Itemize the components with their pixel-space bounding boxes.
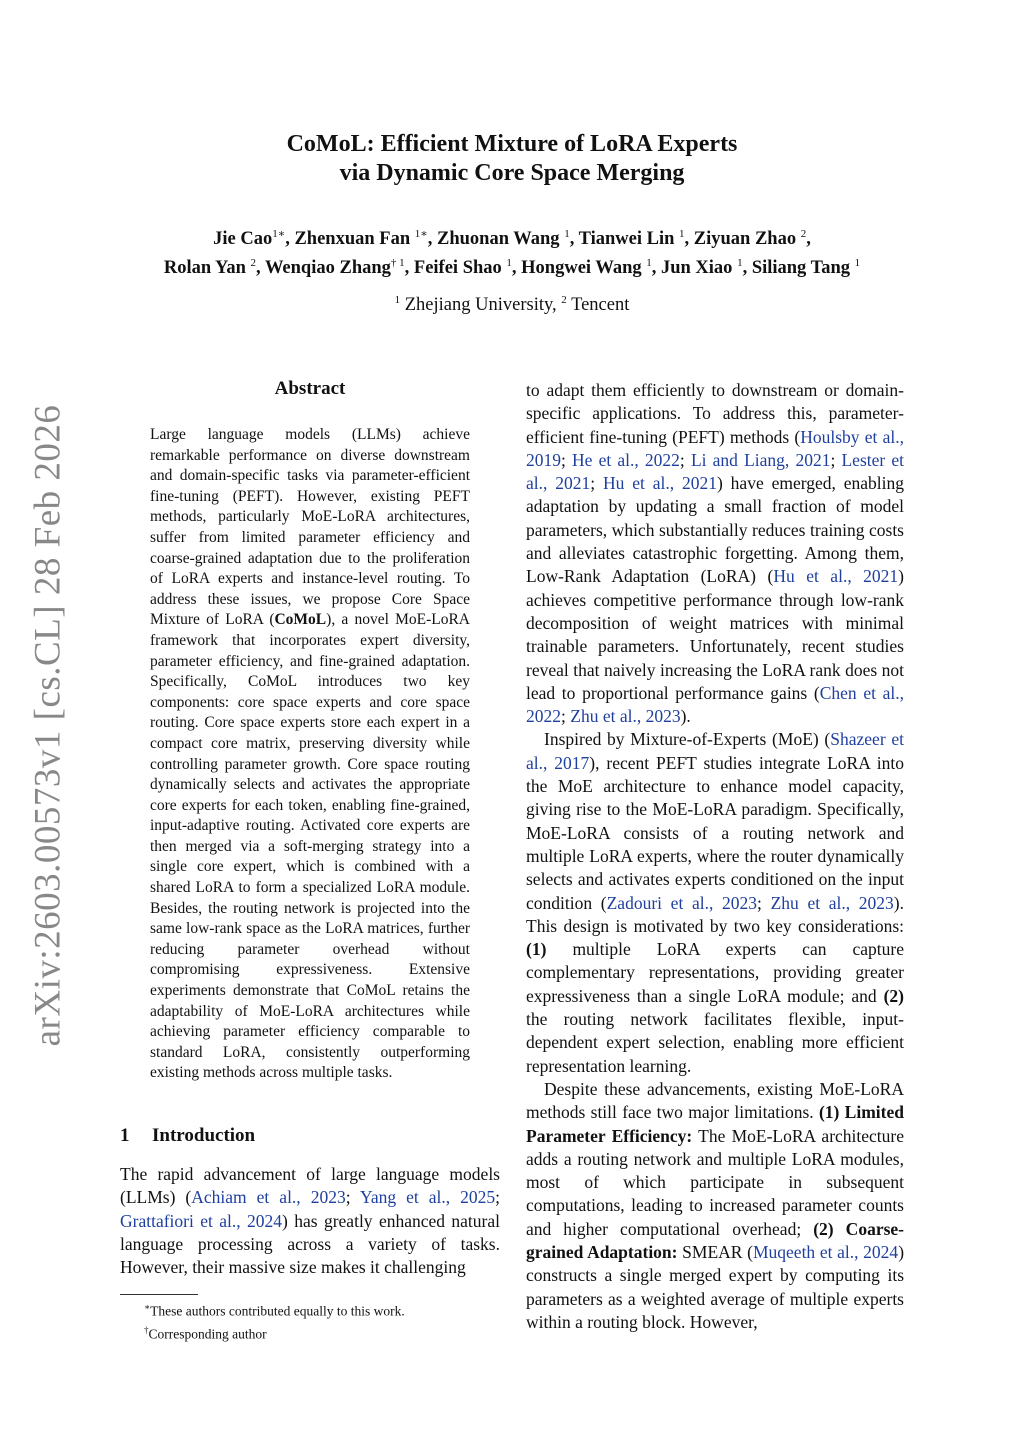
citation-link[interactable]: Muqeeth et al., 2024: [752, 1241, 899, 1262]
author-line-1: Jie Cao$^{1∗}$, Zhenxuan Fan $^{1∗}$, Zhuonan Wang $^1$, Tianwei Lin $^1$, Ziyuan Zhao $^2$,: [213, 228, 811, 250]
affil-mark: 1: [394, 294, 401, 306]
body-text: ;: [345, 1187, 360, 1208]
author-affil-mark: 2: [800, 228, 807, 240]
footnote: [144, 1321, 504, 1344]
author-name: Jie Cao: [213, 229, 273, 250]
section-title: Introduction: [152, 1125, 256, 1146]
author-affil-mark: 2: [250, 257, 257, 270]
body-text: ;: [679, 449, 691, 470]
author-affil-mark: 1: [564, 228, 570, 240]
body-text: ;: [561, 706, 571, 727]
body-text: ) achieves competitive performance through low-rank decomposition of weight matrices with minimal trainable parameters. Unfortunately, recent studies reveal that naively increasing the LoRA rank does not lead to proportional performance gains (: [526, 566, 904, 703]
citation-link[interactable]: Achiam et al., 2023: [191, 1187, 346, 1208]
author-name: Ziyuan Zhao: [693, 229, 801, 250]
bold-term: (1) Limited Parameter Efficiency:: [526, 1102, 904, 1146]
section-number: 1: [120, 1125, 130, 1146]
body-text: Inspired by Mixture-of-Experts (MoE) (: [544, 729, 831, 750]
paper-title: [0, 130, 1024, 188]
citation-link[interactable]: Zadouri et al., 2023: [606, 892, 758, 913]
citation-link[interactable]: He et al., 2022: [572, 449, 680, 470]
intro-paragraph: [120, 1163, 500, 1279]
citation-link[interactable]: Chen et al., 2022: [526, 682, 904, 727]
affiliation-name: Zhejiang University,: [400, 295, 562, 316]
author-affil-mark: 1: [679, 228, 685, 240]
arxiv-identifier: arXiv:2603.00573v1 [cs.CL] 28 Feb 2026: [27, 404, 69, 1046]
body-text: ) has greatly enhanced natural language processing across a variety of tasks. However, their massive size makes it challenging: [120, 1210, 500, 1278]
author-name: Feifei Shao: [413, 258, 507, 279]
author-name: Zhenxuan Fan: [294, 229, 415, 250]
author-affil-mark: 1: [646, 257, 652, 270]
citation-link[interactable]: Lester et al., 2021: [526, 449, 904, 494]
body-text: The rapid advancement of large language models (LLMs) (: [120, 1164, 500, 1208]
paragraph: [526, 379, 904, 728]
author-affil-mark: † 1: [390, 257, 405, 270]
author-line-2: Rolan Yan $^2$, Wenqiao Zhang$^{\dagger 1}$, Feifei Shao $^1$, Hongwei Wang $^1$, Jun Xiao $^1$, Siliang Tang $^1$: [163, 257, 861, 279]
affil-mark: 2: [561, 294, 567, 306]
author-affil-mark: 1∗: [414, 228, 428, 240]
abstract-heading: Abstract: [274, 378, 346, 399]
affiliation-name: Tencent: [566, 295, 630, 316]
author-name: Tianwei Lin: [578, 229, 680, 250]
citation-link[interactable]: Yang et al., 2025: [359, 1187, 496, 1208]
citation-link[interactable]: Zhu et al., 2023: [570, 706, 681, 727]
body-text: ;: [830, 449, 842, 470]
body-text: ) constructs a single merged expert by computing its parameters as a weighted average of multiple experts within a routing block. However,: [526, 1241, 905, 1332]
body-text: SMEAR (: [677, 1241, 753, 1262]
citation-link[interactable]: Grattafiori et al., 2024: [120, 1210, 283, 1231]
right-column: [526, 379, 904, 1334]
paragraph: [526, 728, 904, 1077]
body-text: The MoE-LoRA architecture adds a routing network and multiple LoRA modules, most of which participate in subsequent computations, leading to increased parameter counts and higher computational overhead;: [526, 1125, 904, 1239]
bold-marker: (2): [883, 985, 904, 1006]
body-text: ) have emerged, enabling adaptation by updating a small fraction of model parameters, which substantially reduces training costs and alleviates catastrophic forgetting. Among them, Low-Rank Adaptation (LoRA) (: [526, 473, 904, 587]
author-name: Rolan Yan: [163, 258, 251, 279]
abstract-body: [150, 425, 470, 1084]
body-text: ;: [561, 449, 573, 470]
body-text: to adapt them efficiently to downstream or domain-specific applications. To address this, parameter-efficient fine-tuning (PEFT) methods (: [526, 380, 904, 447]
body-text: Despite these advancements, existing MoE-LoRA methods still face two major limitations.: [526, 1078, 904, 1123]
footnote-mark: †: [144, 1324, 149, 1335]
abstract-text: Large language models (LLMs) achieve remarkable performance on diverse downstream and domain-specific tasks via parameter-efficient fine-tuning (PEFT). However, existing PEFT methods, particularly MoE-LoRA architectures, suffer from limited parameter efficiency and coarse-grained adaptation due to the proliferation of LoRA experts and instance-level routing. To address these issues, we propose Core Space Mixture of LoRA (: [150, 426, 470, 629]
body-text: ;: [495, 1187, 501, 1208]
author-name: Hongwei Wang: [521, 258, 647, 279]
arxiv-sidebar: [22, 404, 74, 1046]
citation-link[interactable]: Shazeer et al., 2017: [526, 729, 904, 773]
title-line-1: CoMoL: Efficient Mixture of LoRA Experts: [286, 131, 738, 157]
author-name: Siliang Tang: [751, 258, 855, 279]
body-text: ), recent PEFT studies integrate LoRA into the MoE architecture to enhance model capacity, giving rise to the MoE-LoRA paradigm. Specifically, MoE-LoRA consists of a routing network and multiple LoRA experts, where the router dynamically selects and activates experts conditioned on the input condition (: [526, 752, 904, 913]
author-list: [0, 222, 1024, 280]
body-text: ).: [680, 706, 691, 727]
author-name: Wenqiao Zhang: [264, 258, 391, 279]
footnote-mark: ∗: [144, 1302, 151, 1312]
citation-link[interactable]: Li and Liang, 2021: [690, 449, 831, 470]
author-name: Zhuonan Wang: [437, 229, 565, 250]
citation-link[interactable]: Houlsby et al., 2019: [526, 426, 904, 470]
footnotes: [144, 1298, 504, 1343]
affiliations: [0, 294, 1024, 316]
body-text: the routing network facilitates flexible, input-dependent expert selection, enabling more efficient representation learning.: [526, 1009, 904, 1076]
citation-link[interactable]: Hu et al., 2021: [773, 566, 899, 587]
footnote-rule: [120, 1294, 198, 1295]
abstract-bold-term: CoMoL: [274, 611, 327, 629]
author-affil-mark: 1: [854, 257, 861, 270]
author-affil-mark: 1: [506, 257, 512, 270]
footnote-text: These authors contributed equally to this work.: [150, 1303, 405, 1319]
author-name: Jun Xiao: [660, 258, 738, 279]
abstract-text: ), a novel MoE-LoRA framework that incorporates expert diversity, parameter efficiency, and fine-grained adaptation. Specifically, CoMoL introduces two key components: core space experts and core space routing. Core space experts store each expert in a compact core matrix, preserving diversity while controlling parameter growth. Core space routing dynamically selects and activates the appropriate core experts for each token, enabling fine-grained, input-adaptive routing. Activated core experts are then merged via a soft-merging strategy into a single core expert, which is combined with a shared LoRA to form a specialized LoRA module. Besides, the routing network is projected into the same low-rank space as the LoRA matrices, further reducing parameter overhead without compromising expressiveness. Extensive experiments demonstrate that CoMoL retains the adaptability of MoE-LoRA architectures while achieving parameter efficiency comparable to standard LoRA, consistently outperforming existing methods across multiple tasks.: [150, 611, 470, 1082]
body-text: multiple LoRA experts can capture complementary representations, providing greater expressiveness than a single LoRA module; and: [526, 939, 904, 1006]
footnote-text: Corresponding author: [148, 1326, 267, 1341]
body-text: ;: [590, 473, 603, 494]
section-heading: [120, 1125, 500, 1147]
citation-link[interactable]: Hu et al., 2021: [602, 473, 717, 494]
paragraph: [526, 1078, 904, 1334]
author-affil-mark: 1: [737, 257, 743, 270]
author-affil-mark: 1∗: [272, 228, 286, 240]
bold-marker: (1): [526, 939, 547, 960]
footnote: [144, 1298, 504, 1321]
bold-term: (2) Coarse-grained Adaptation:: [526, 1218, 904, 1262]
title-line-2: via Dynamic Core Space Merging: [339, 160, 685, 186]
citation-link[interactable]: Zhu et al., 2023: [770, 892, 894, 913]
body-text: ;: [757, 892, 771, 913]
body-text: ). This design is motivated by two key considerations:: [526, 892, 904, 936]
